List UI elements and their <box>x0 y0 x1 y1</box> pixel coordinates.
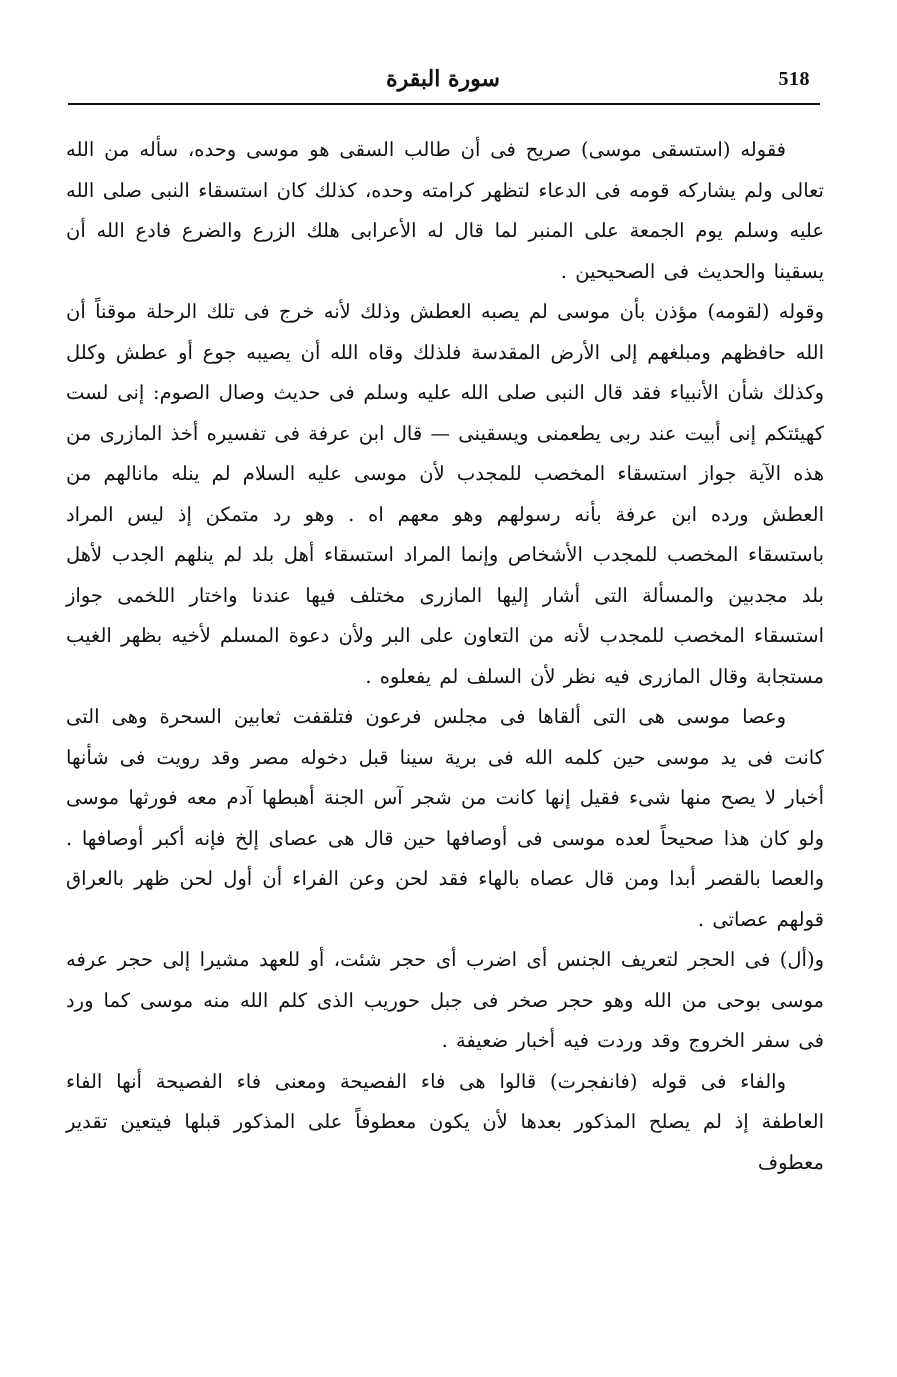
page-header <box>68 66 818 100</box>
surah-title: سورة البقرة <box>386 66 500 92</box>
paragraph-1: فقوله (استسقى موسى) صريح فى أن طالب السقى هو موسى وحده، سأله من الله تعالى ولم يشاركه قومه فى الدعاء لتظهر كرامته وحده، كذلك كان استسقاء النبى صلى الله عليه وسلم يوم الجمعة على المنبر لما قال له الأعرابى هلك الزرع والضرع فادع الله أن يسقينا والحديث فى الصحيحين . <box>66 138 824 283</box>
paragraph-4: و(أل) فى الحجر لتعريف الجنس أى اضرب أى حجر شئت، أو للعهد مشيرا إلى حجر عرفه موسى بوحى من الله وهو حجر صخر فى جبل حوريب الذى كلم الله منه موسى كما ورد فى سفر الخروج وقد وردت فيه أخبار ضعيفة . <box>66 948 824 1052</box>
page-number: 518 <box>778 68 810 90</box>
paragraph-2: وقوله (لقومه) مؤذن بأن موسى لم يصبه العطش وذلك لأنه خرج فى تلك الرحلة موقناً أن الله حافظهم ومبلغهم إلى الأرض المقدسة فلذلك وقاه الله أن يصيبه جوع أو عطش وكلل وكذلك شأن الأنبياء فقد قال النبى صلى الله عليه وسلم فى حديث وصال الصوم: إنى لست كهيئتكم إنى أبيت عند ربى يطعمنى ويسقينى — قال ابن عرفة فى تفسيره أخذ المازرى من هذه الآية جواز استسقاء المخصب للمجدب لأن موسى عليه السلام لم ينله مانالهم من العطش ورده ابن عرفة بأنه رسولهم وهو معهم اه . وهو رد متمكن إذ ليس المراد باستسقاء المخصب للمجدب الأشخاص وإنما المراد استسقاء أهل بلد لم ينلهم الجدب لأهل بلد مجدبين والمسألة التى أشار إليها المازرى مختلف فيها عندنا واختار اللخمى جواز استسقاء المخصب للمجدب لأنه من التعاون على البر ولأن دعوة المسلم لأخيه بظهر الغيب مستجابة وقال المازرى فيه نظر لأن السلف لم يفعلوه . <box>66 300 824 688</box>
header-divider <box>68 103 820 105</box>
paragraph-5: والفاء فى قوله (فانفجرت) قالوا هى فاء الفصيحة ومعنى فاء الفصيحة أنها الفاء العاطفة إذ لم يصلح المذكور بعدها لأن يكون معطوفاً على المذكور قبلها فيتعين تقدير معطوف <box>66 1069 824 1174</box>
page-body <box>66 130 824 1183</box>
paragraph-3: وعصا موسى هى التى ألقاها فى مجلس فرعون فتلقفت ثعابين السحرة وهى التى كانت فى يد موسى حين كلمه الله فى برية سينا قبل دخوله مصر وقد رويت فى شأنها أخبار لا يصح منها شىء فقيل إنها كانت من شجر آس الجنة أهبطها آدم معه فورثها موسى ولو كان هذا صحيحاً لعده موسى فى أوصافها حين قال هى عصاى إلخ فإنه أكبر أوصافها . والعصا بالقصر أبدا ومن قال عصاه بالهاء فقد لحن وعن الفراء أن أول لحن ظهر بالعراق قولهم عصاتى . <box>66 705 824 931</box>
